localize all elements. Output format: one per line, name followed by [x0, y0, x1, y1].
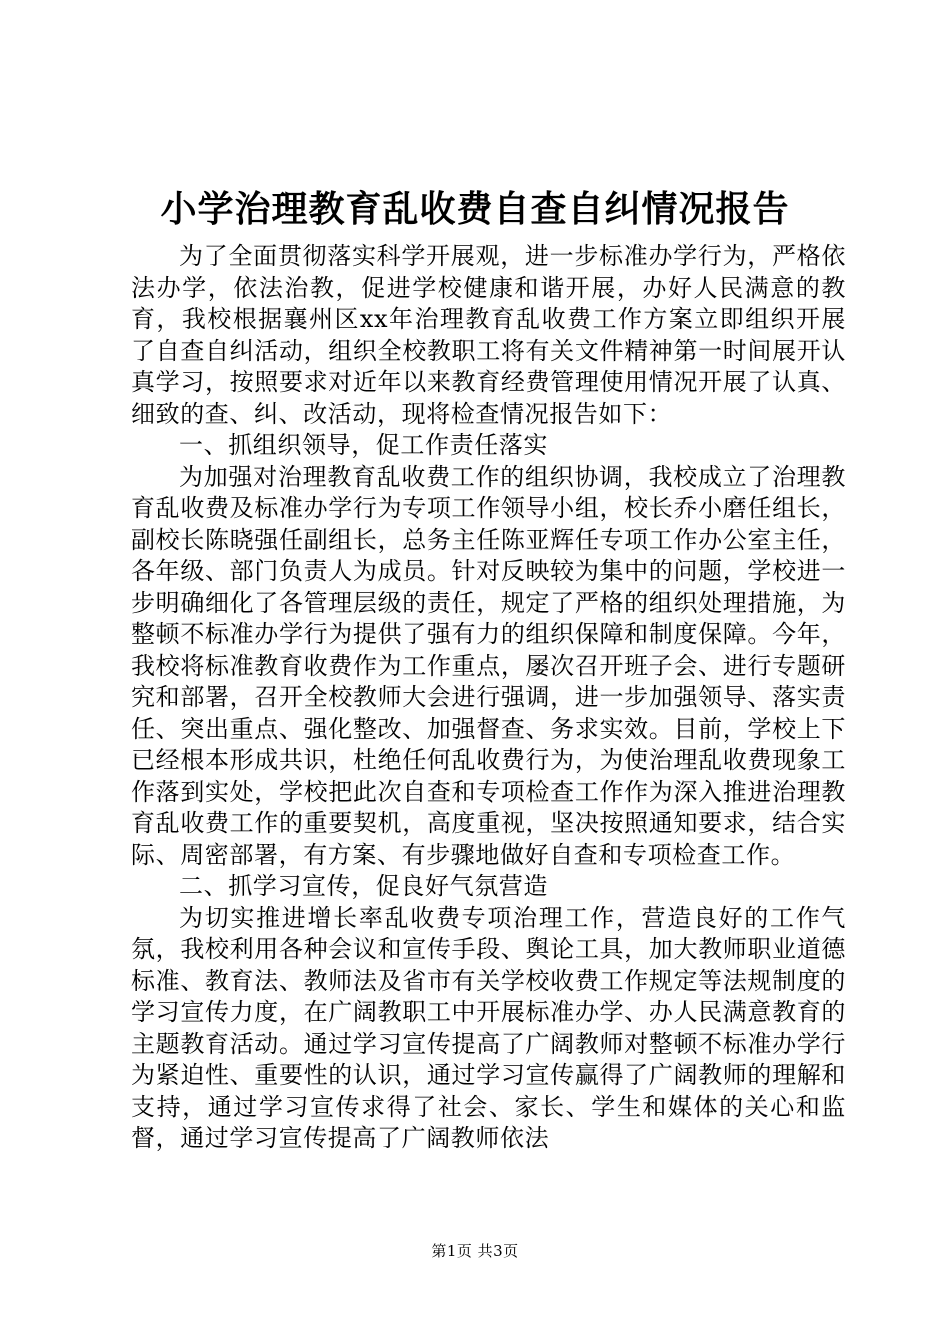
page-number-footer: 第1页 共3页 [431, 1242, 519, 1260]
document-title: 小学治理教育乱收费自查自纠情况报告 [160, 188, 790, 230]
section-heading-1: 一、抓组织领导，促工作责任落实 [179, 431, 548, 459]
section-heading-2: 二、抓学习宣传，促良好气氛营造 [179, 872, 548, 900]
document-body [131, 241, 846, 1155]
paragraph-section-2: 为切实推进增长率乱收费专项治理工作，营造良好的工作气氛，我校利用各种会议和宣传手段、舆论工具，加大教师职业道德标准、教育法、教师法及省市有关学校收费工作规定等法规制度的学习宣传力度，在广阔教职工中开展标准办学、办人民满意教育的主题教育活动。通过学习宣传提高了广阔教师对整顿不标准办学行为紧迫性、重要性的认识，通过学习宣传赢得了广阔教师的理解和支持，通过学习宣传求得了社会、家长、学生和媒体的关心和监督，通过学习宣传提高了广阔教师依法 [131, 903, 846, 1152]
paragraph-intro: 为了全面贯彻落实科学开展观，进一步标准办学行为，严格依法办学，依法治教，促进学校健康和谐开展，办好人民满意的教育，我校根据襄州区xx年治理教育乱收费工作方案立即组织开展了自查自纠活动，组织全校教职工将有关文件精神第一时间展开认真学习，按照要求对近年以来教育经费管理使用情况开展了认真、细致的查、纠、改活动，现将检查情况报告如下： [131, 242, 846, 428]
paragraph-section-1: 为加强对治理教育乱收费工作的组织协调，我校成立了治理教育乱收费及标准办学行为专项工作领导小组，校长乔小磨任组长，副校长陈晓强任副组长，总务主任陈亚辉任专项工作办公室主任，各年级、部门负责人为成员。针对反映较为集中的问题，学校进一步明确细化了各管理层级的责任，规定了严格的组织处理措施，为整顿不标准办学行为提供了强有力的组织保障和制度保障。今年，我校将标准教育收费作为工作重点，屡次召开班子会、进行专题研究和部署，召开全校教师大会进行强调，进一步加强领导、落实责任、突出重点、强化整改、加强督查、务求实效。目前，学校上下已经根本形成共识，杜绝任何乱收费行为，为使治理乱收费现象工作落到实处，学校把此次自查和专项检查工作作为深入推进治理教育乱收费工作的重要契机，高度重视，坚决按照通知要求，结合实际、周密部署，有方案、有步骤地做好自查和专项检查工作。 [131, 462, 846, 869]
